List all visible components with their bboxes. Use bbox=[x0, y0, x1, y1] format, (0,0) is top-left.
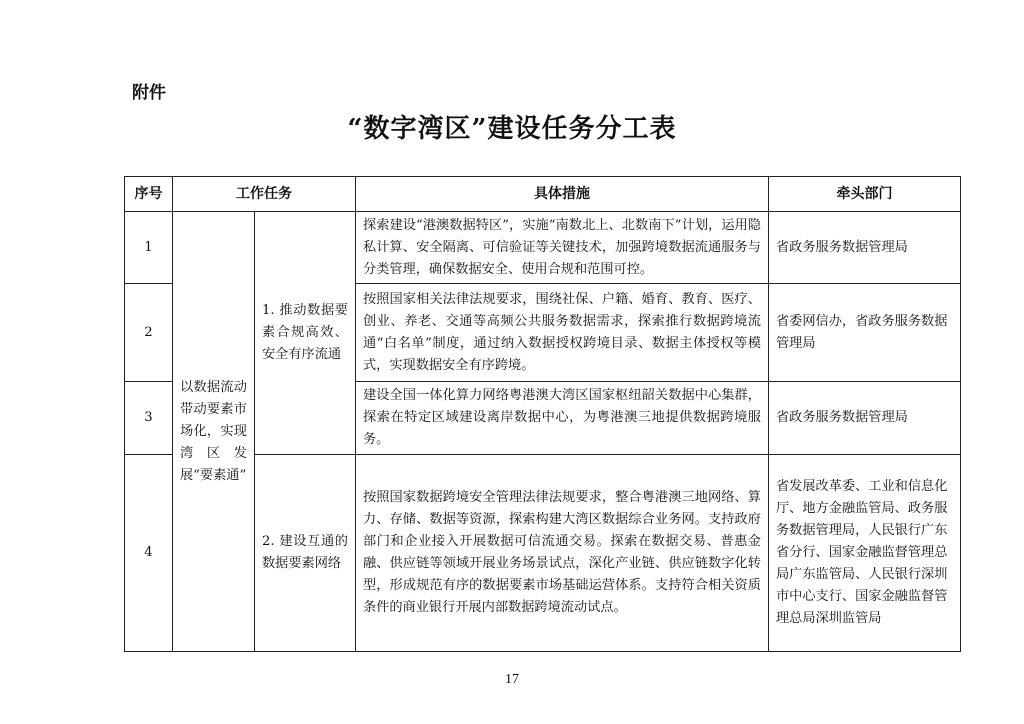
lead-cell: 省发展改革委、工业和信息化厅、地方金融监管局、政务服务数据管理局，人民银行广东省分行、国家金融监督管理总局广东监管局、人民银行深圳市中心支行、国家金融监督管理总局深圳监管局 bbox=[776, 479, 948, 626]
lead-cell: 省政务服务数据管理局 bbox=[769, 382, 960, 455]
header-lead: 牵头部门 bbox=[769, 177, 960, 212]
lead-cell: 省政务服务数据管理局 bbox=[769, 212, 960, 284]
attachment-label: 附件 bbox=[132, 83, 166, 103]
measure-cell: 探索建设“港澳数据特区”，实施“南数北上、北数南下”计划，运用隐私计算、安全隔离、可信验证等关键技术，加强跨境数据流通服务与分类管理，确保数据安全、使用合规和范围可控。 bbox=[356, 212, 769, 284]
row-seq: 1 bbox=[125, 212, 173, 284]
header-measures: 具体措施 bbox=[356, 177, 769, 212]
document-title: “数字湾区”建设任务分工表 bbox=[347, 114, 677, 144]
header-task: 工作任务 bbox=[173, 177, 356, 212]
row-seq: 2 bbox=[125, 284, 173, 382]
lead-cell: 省委网信办，省政务服务数据管理局 bbox=[769, 284, 960, 382]
header-seq: 序号 bbox=[125, 177, 173, 212]
task-table bbox=[124, 176, 961, 652]
subtask-1: 1. 推动数据要素合规高效、安全有序流通 bbox=[255, 212, 356, 455]
measure-cell: 建设全国一体化算力网络粤港澳大湾区国家枢纽韶关数据中心集群，探索在特定区域建设离岸数据中心，为粤港澳三地提供数据跨境服务。 bbox=[356, 382, 769, 455]
page-number: 17 bbox=[505, 672, 519, 687]
row-seq: 3 bbox=[125, 382, 173, 455]
subtask-2: 2. 建设互通的数据要素网络 bbox=[255, 455, 356, 651]
row-seq: 4 bbox=[125, 455, 173, 651]
group-task: 以数据流动带动要素市场化，实现湾区发展“要素通” bbox=[173, 212, 255, 651]
measure-cell: 按照国家相关法律法规要求，围绕社保、户籍、婚育、教育、医疗、创业、养老、交通等高频公共服务数据需求，探索推行数据跨境流通“白名单”制度，通过纳入数据授权跨境目录、数据主体授权等模式，实现数据安全有序跨境。 bbox=[356, 284, 769, 382]
measure-cell: 按照国家数据跨境安全管理法律法规要求，整合粤港澳三地网络、算力、存储、数据等资源，探索构建大湾区数据综合业务网。支持政府部门和企业接入开展数据可信流通交易。探索在数据交易、普惠金融、供应链等领域开展业务场景试点，深化产业链、供应链数字化转型，形成规范有序的数据要素市场基础运营体系。支持符合相关资质条件的商业银行开展内部数据跨境流动试点。 bbox=[356, 455, 769, 651]
